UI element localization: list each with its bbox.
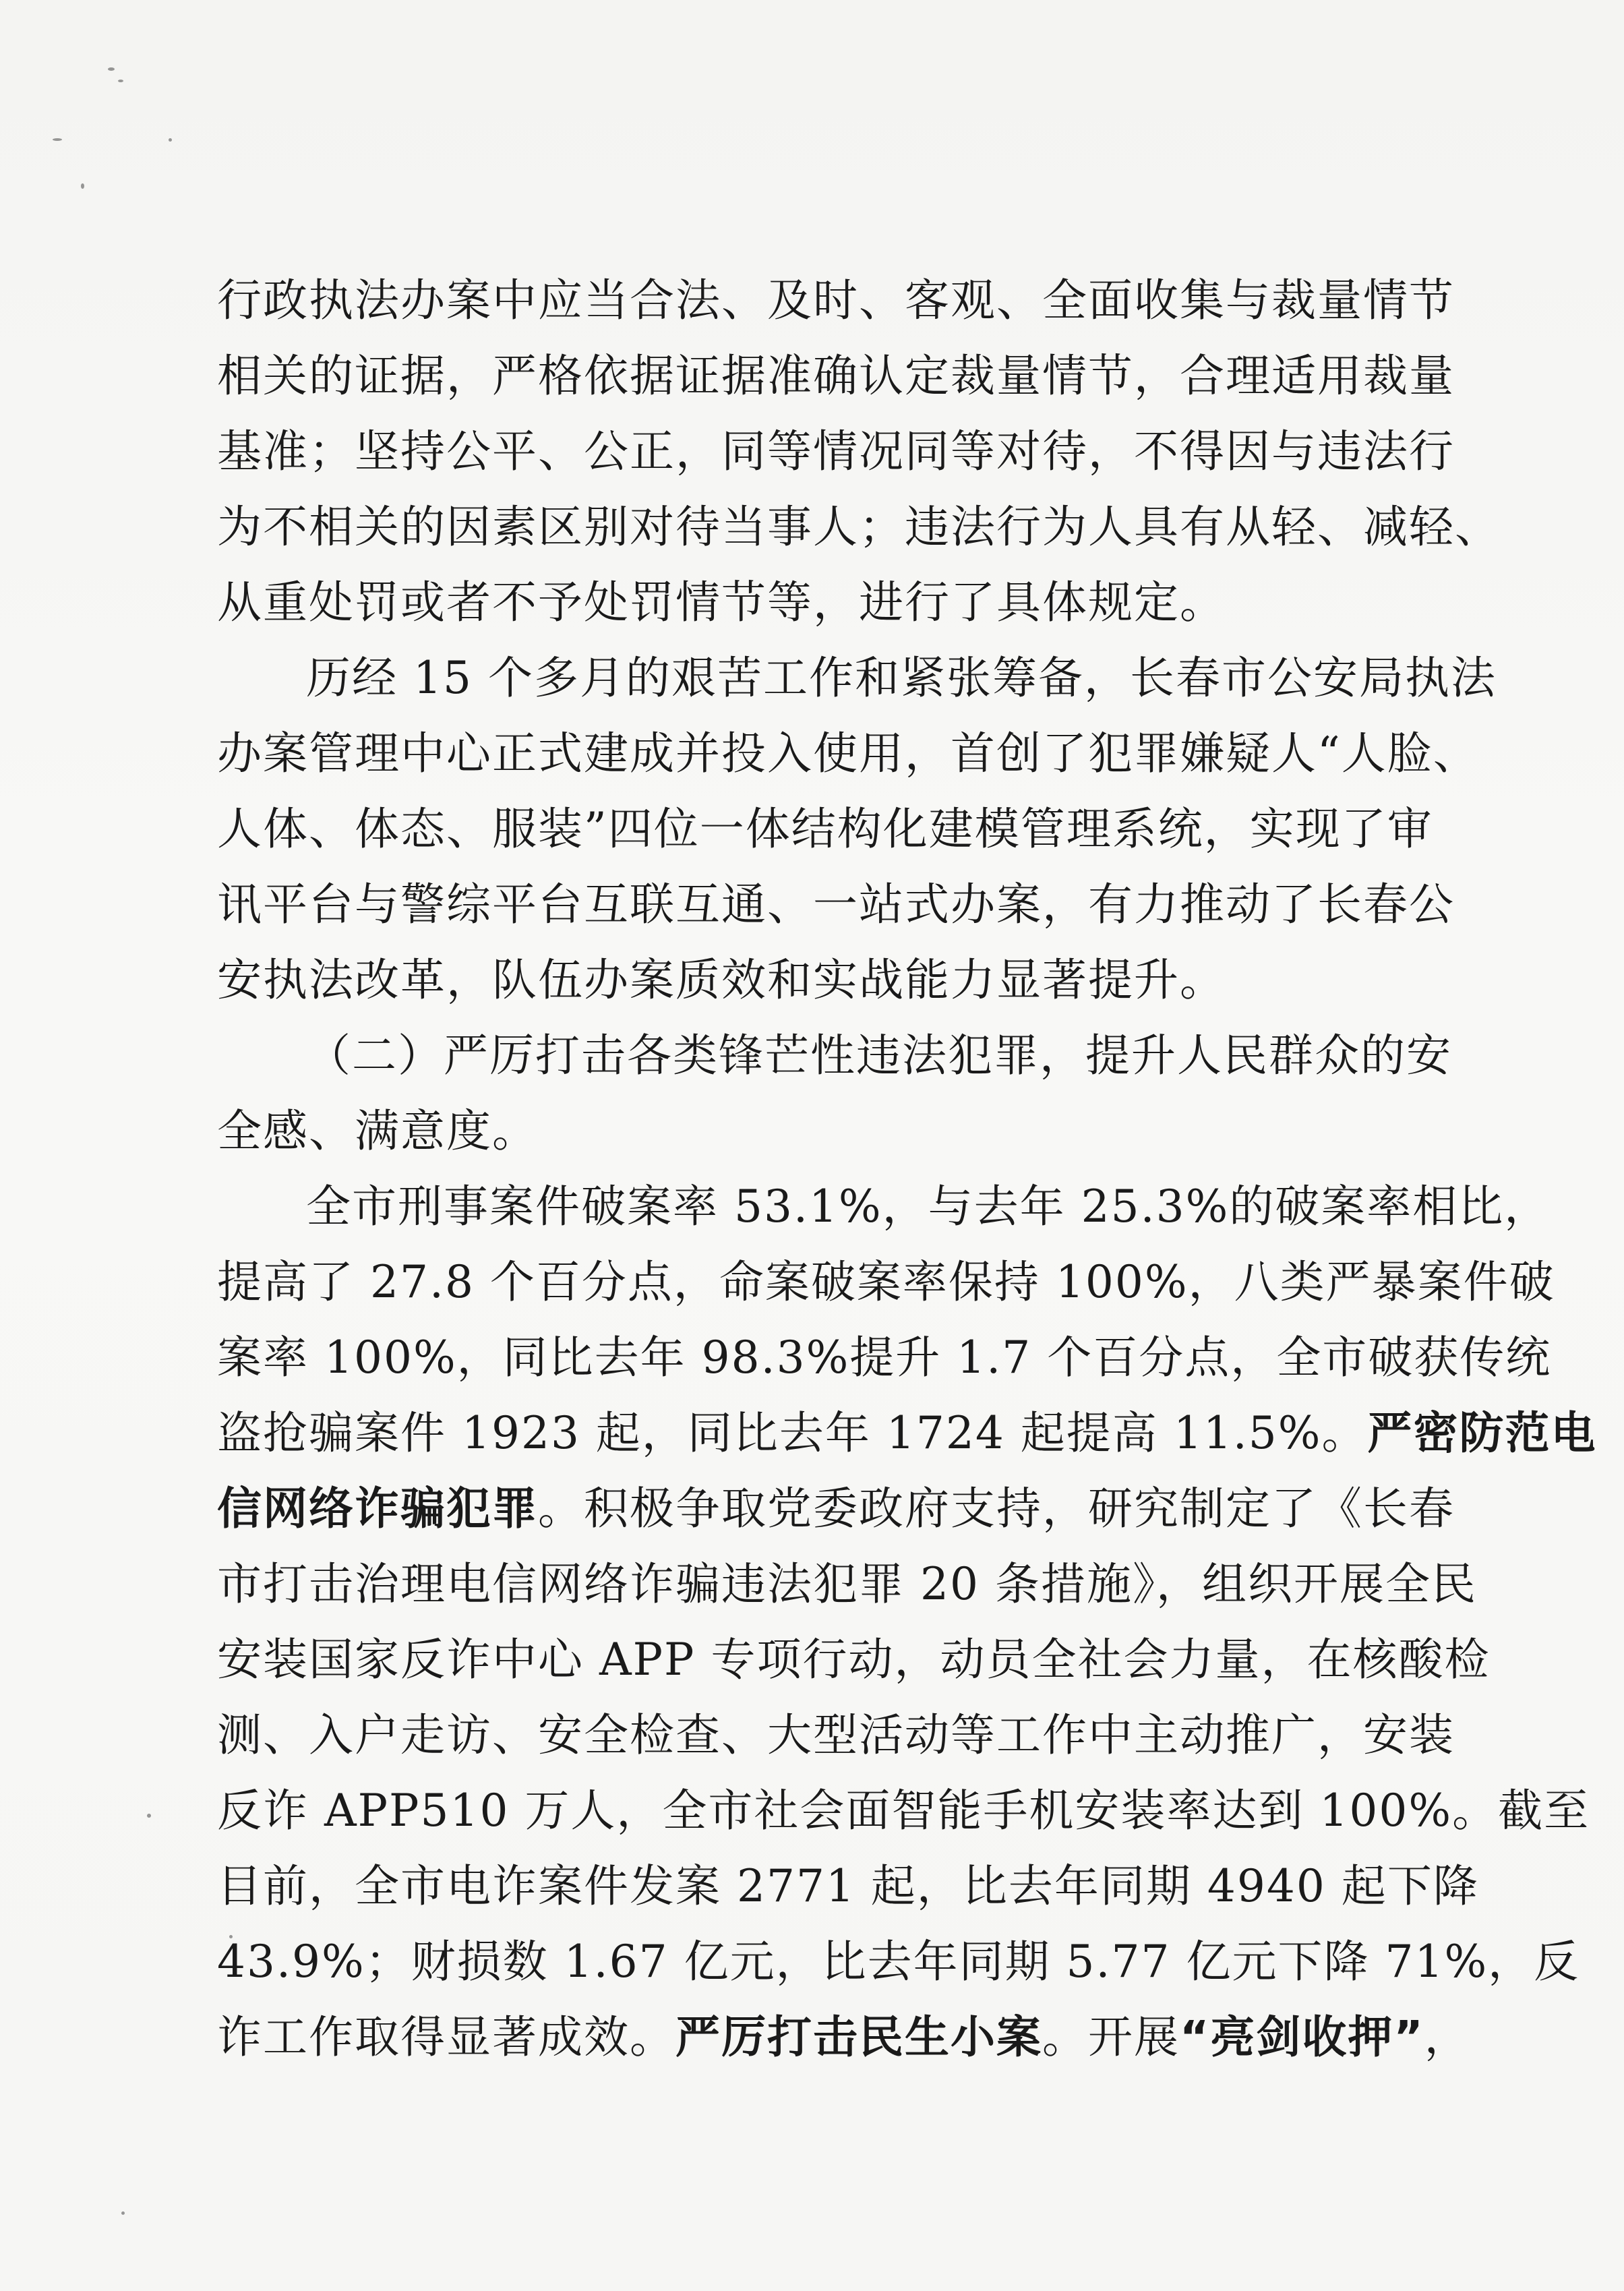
text-line: 行政执法办案中应当合法、及时、客观、全面收集与裁量情节 <box>217 274 1455 326</box>
text-line: 办案管理中心正式建成并投入使用，首创了犯罪嫌疑人“人脸、 <box>217 727 1479 779</box>
text-line: 目前，全市电诈案件发案 2771 起，比去年同期 4940 起下降 <box>217 1860 1479 1912</box>
bold-lead-phrase: 信网络诈骗犯罪 <box>217 1483 538 1535</box>
text-run: 盗抢骗案件 1923 起，同比去年 1724 起提高 11.5%。 <box>217 1407 1368 1459</box>
text-line: 相关的证据，严格依据证据准确认定裁量情节，合理适用裁量 <box>217 350 1455 402</box>
text-line: 反诈 APP510 万人，全市社会面智能手机安装率达到 100%。截至 <box>217 1785 1590 1837</box>
text-line: 基准；坚持公平、公正，同等情况同等对待，不得因与违法行 <box>217 425 1455 477</box>
section-heading-line: （二）严厉打击各类锋芒性违法犯罪，提升人民群众的安 <box>306 1030 1452 1081</box>
text-line: 安装国家反诈中心 APP 专项行动，动员全社会力量，在核酸检 <box>217 1634 1491 1686</box>
bold-quoted-phrase: “亮剑收押” <box>1180 2011 1424 2063</box>
text-line: 提高了 27.8 个百分点，命案破案率保持 100%，八类严暴案件破 <box>217 1256 1555 1308</box>
text-line: 测、入户走访、安全检查、大型活动等工作中主动推广，安装 <box>217 1709 1455 1761</box>
text-line: 人体、体态、服装”四位一体结构化建模管理系统，实现了审 <box>217 803 1433 855</box>
text-line: 从重处罚或者不予处罚情节等，进行了具体规定。 <box>217 576 1226 628</box>
text-line: 案率 100%，同比去年 98.3%提升 1.7 个百分点，全市破获传统 <box>217 1332 1552 1383</box>
body-text <box>217 263 1597 2075</box>
text-line: 安执法改革，队伍办案质效和实战能力显著提升。 <box>217 954 1226 1006</box>
text-line: 讯平台与警综平台互联互通、一站式办案，有力推动了长春公 <box>217 879 1455 930</box>
paragraph-start-line: 历经 15 个多月的艰苦工作和紧张筹备，长春市公安局执法 <box>306 652 1497 704</box>
text-line: 市打击治理电信网络诈骗违法犯罪 20 条措施》，组织开展全民 <box>217 1558 1477 1610</box>
text-line-mixed <box>217 1471 1455 1547</box>
text-line-mixed <box>217 1396 1597 1471</box>
text-run: 诈工作取得显著成效。 <box>217 2011 675 2063</box>
text-run: 。开展 <box>1042 2011 1180 2063</box>
section-heading-line: 全感、满意度。 <box>217 1105 538 1157</box>
text-run: ， <box>1424 2011 1470 2063</box>
text-line: 为不相关的因素区别对待当事人；违法行为人具有从轻、减轻、 <box>217 501 1501 553</box>
bold-lead-phrase: 严厉打击民生小案 <box>675 2011 1042 2063</box>
text-line: 43.9%；财损数 1.67 亿元，比去年同期 5.77 亿元下降 71%，反 <box>217 1936 1580 1988</box>
text-run: 。积极争取党委政府支持，研究制定了《长春 <box>538 1483 1455 1535</box>
text-line-mixed <box>217 2000 1470 2075</box>
paragraph-start-line: 全市刑事案件破案率 53.1%，与去年 25.3%的破案率相比， <box>306 1181 1551 1232</box>
bold-lead-phrase: 严密防范电 <box>1367 1407 1597 1459</box>
